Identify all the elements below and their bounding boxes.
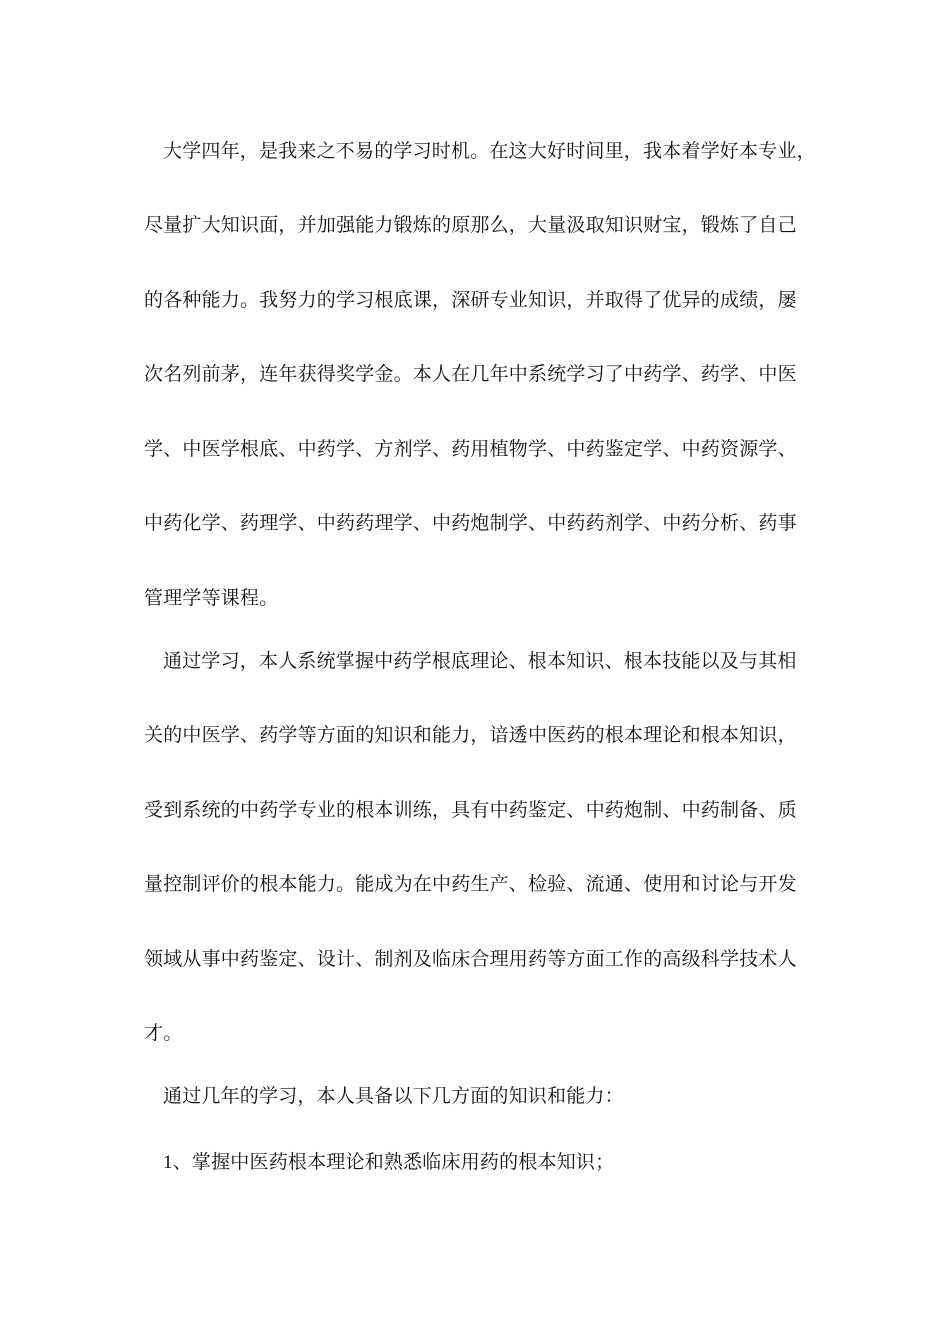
paragraph-1-line-7: 管理学等课程。	[144, 587, 279, 609]
paragraph-1-line-2: 尽量扩大知识面，并加强能力锻炼的原那么，大量汲取知识财宝，锻炼了自己	[144, 214, 797, 236]
paragraph-2-line-3: 受到系统的中药学专业的根本训练，具有中药鉴定、中药炮制、中药制备、质	[144, 799, 797, 821]
paragraph-3: 通过几年的学习，本人具备以下几方面的知识和能力：	[163, 1085, 624, 1107]
paragraph-1-line-4: 次名列前茅，连年获得奖学金。本人在几年中系统学习了中药学、药学、中医	[144, 363, 797, 385]
paragraph-2-line-1: 通过学习，本人系统掌握中药学根底理论、根本知识、根本技能以及与其相	[163, 650, 797, 672]
paragraph-2-line-4: 量控制评价的根本能力。能成为在中药生产、检验、流通、使用和讨论与开发	[144, 873, 797, 895]
paragraph-1-line-6: 中药化学、药理学、中药药理学、中药炮制学、中药药剂学、中药分析、药事	[144, 512, 797, 534]
paragraph-1-line-1: 大学四年，是我来之不易的学习时机。在这大好时间里，我本着学好本专业，	[163, 140, 816, 162]
paragraph-2-line-5: 领域从事中药鉴定、设计、制剂及临床合理用药等方面工作的高级科学技术人	[144, 948, 797, 970]
paragraph-1-line-3: 的各种能力。我努力的学习根底课，深研专业知识，并取得了优异的成绩，屡	[144, 289, 797, 311]
paragraph-2-line-2: 关的中医学、药学等方面的知识和能力，谙透中医药的根本理论和根本知识，	[144, 724, 797, 746]
list-item-1-text: 、掌握中医药根本理论和熟悉临床用药的根本知识；	[172, 1151, 615, 1173]
list-item-1	[163, 1150, 823, 1175]
paragraph-1-line-5: 学、中医学根底、中药学、方剂学、药用植物学、中药鉴定学、中药资源学、	[144, 438, 797, 460]
paragraph-2-line-6: 才。	[144, 1022, 183, 1044]
list-item-1-number: 1	[163, 1152, 173, 1173]
